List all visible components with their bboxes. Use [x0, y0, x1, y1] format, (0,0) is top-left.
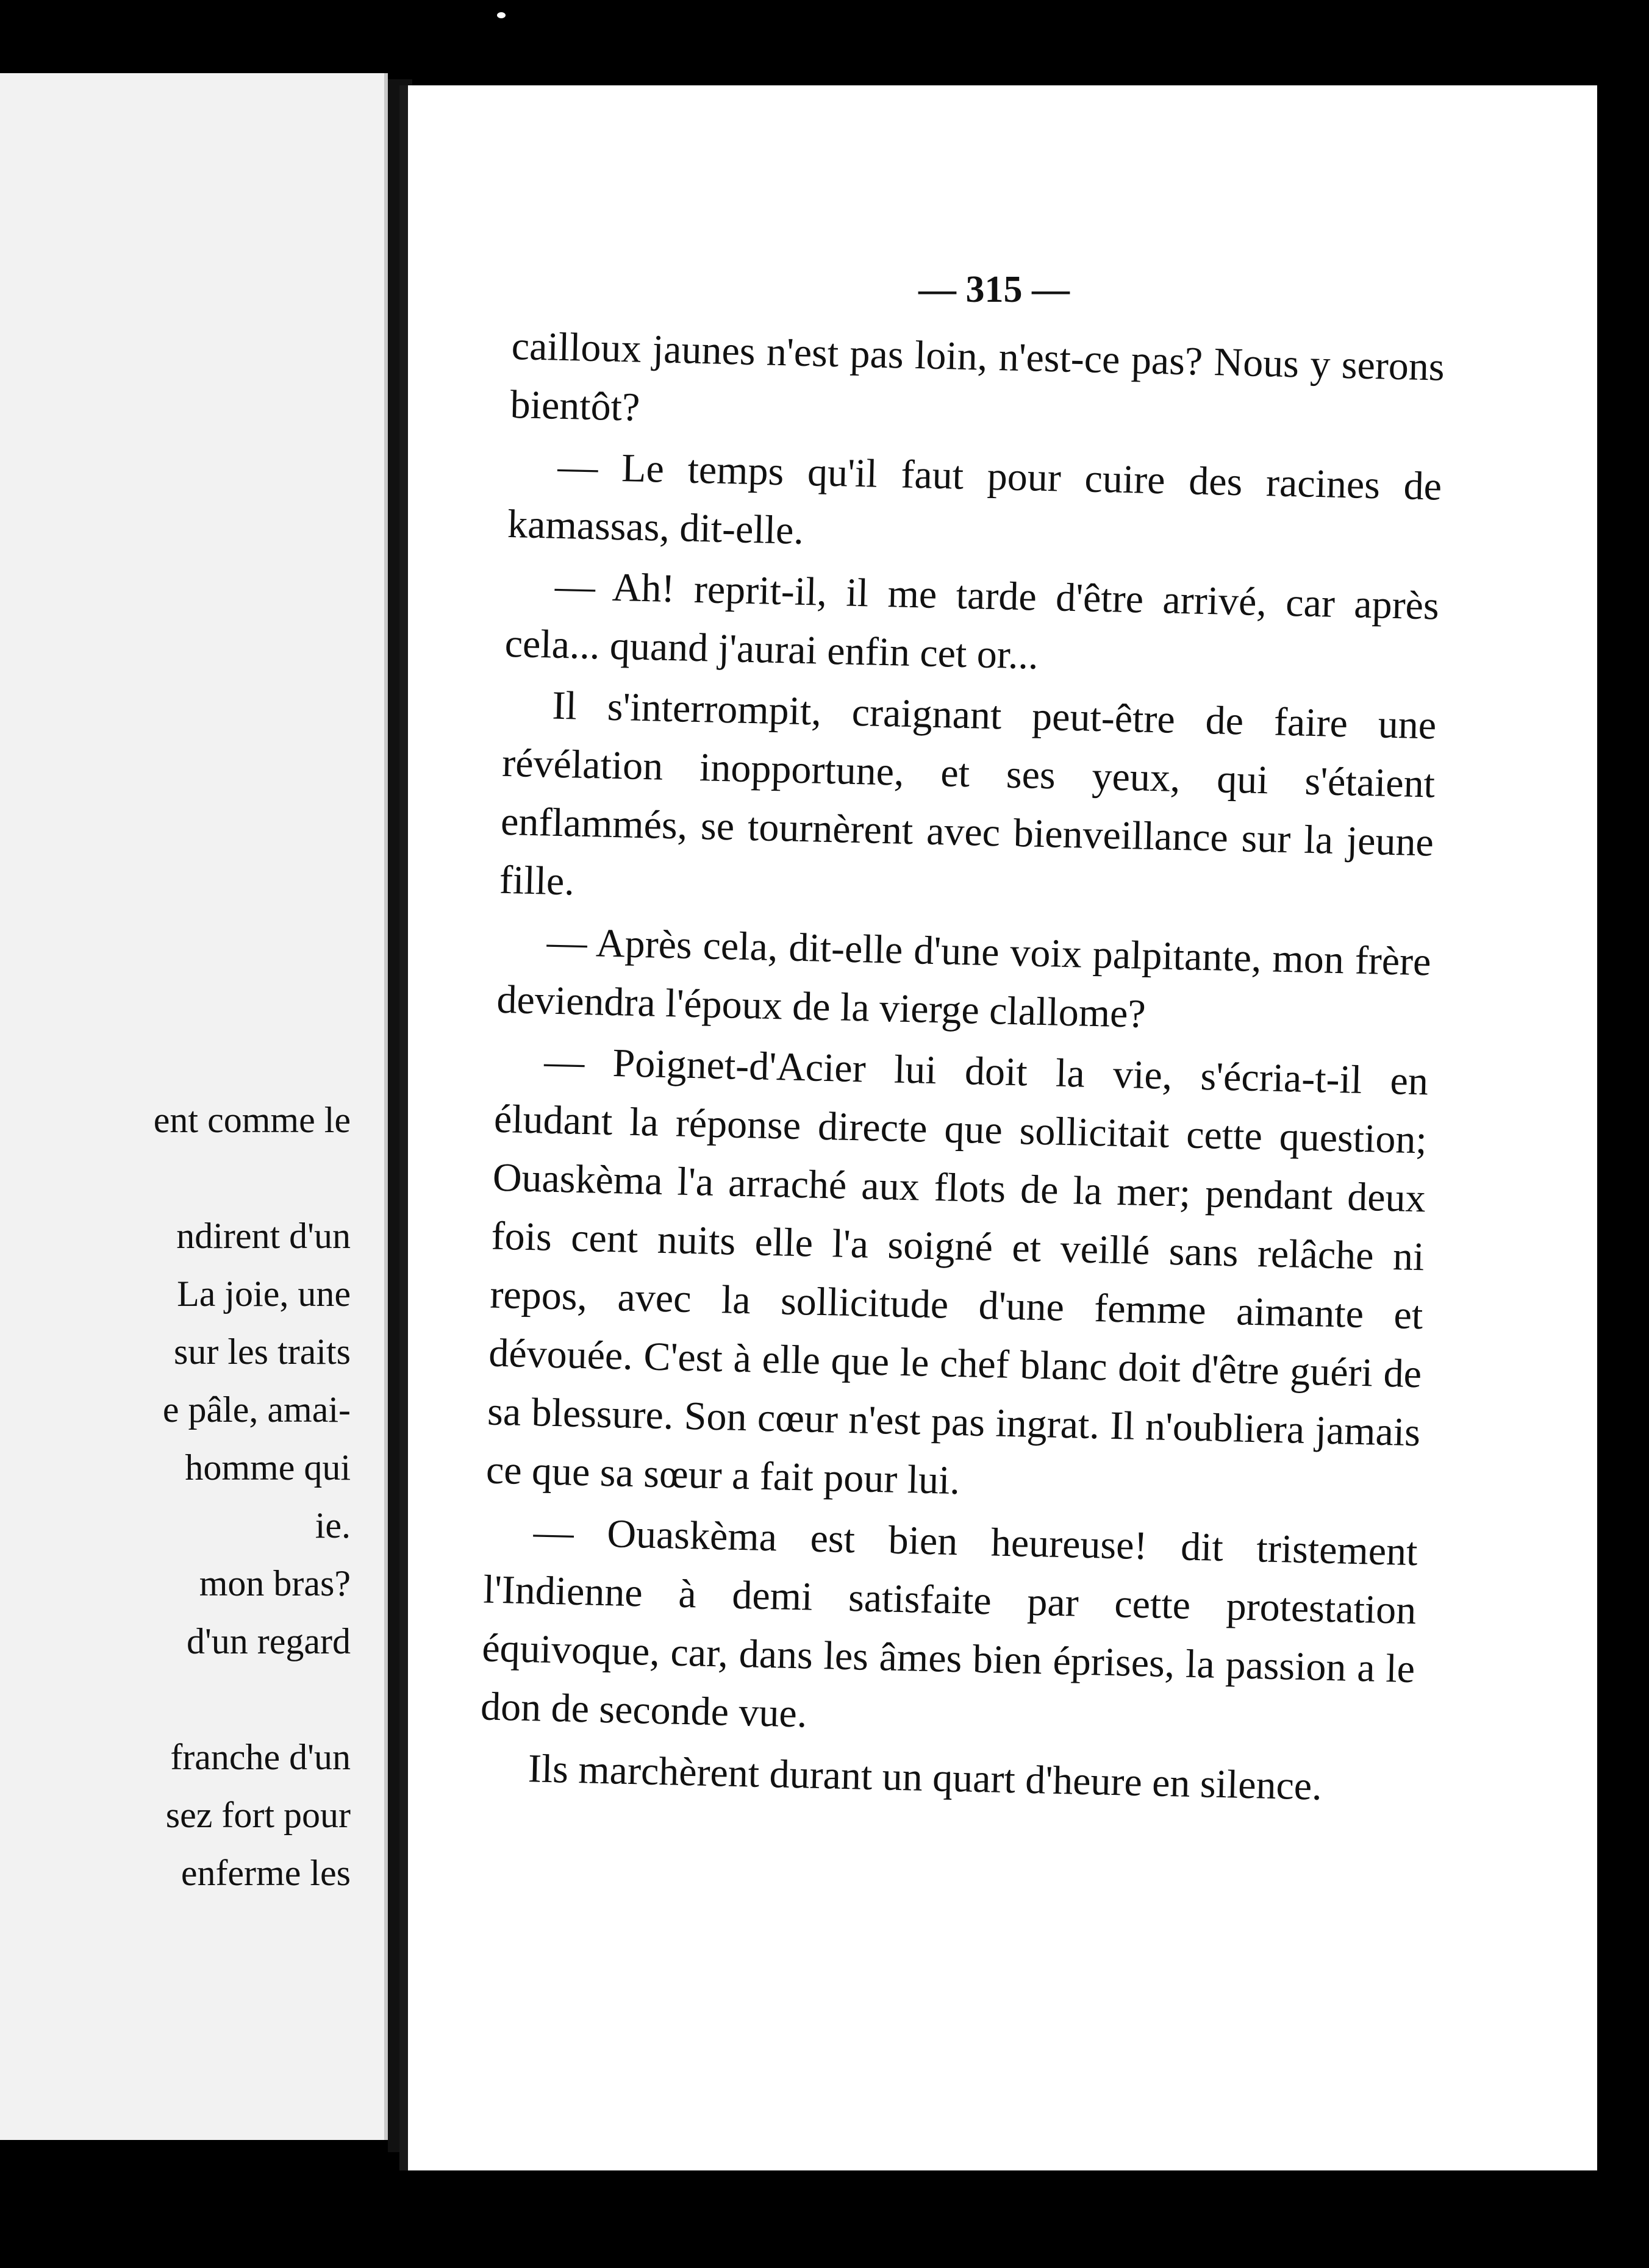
- paragraph: — Le temps qu'il faut pour cuire des racines de kamassas, dit-elle.: [507, 444, 1442, 553]
- left-fragment-line: ent comme le: [153, 1100, 351, 1140]
- left-page-text-fragments: [154, 1091, 351, 1902]
- left-fragment-line: [154, 1671, 351, 1728]
- paragraph: cailloux jaunes n'est pas loin, n'est-ce pas? Nous y serons bientôt?: [509, 323, 1445, 430]
- paragraph: Ils marchèrent durant un quart d'heure en silence.: [528, 1746, 1323, 1809]
- paragraph: Il s'interrompit, craignant peut-être de faire une révélation inopportune, et ses yeux, qui s'étaient enflammés, se tournèrent avec bienveillance sur la jeune fille.: [499, 683, 1437, 904]
- paragraph: — Ouaskèma est bien heureuse! dit tristement l'Indienne à demi satisfaite par cette protestation équivoque, car, dans les âmes bien éprises, la passion a le don de seconde vue.: [480, 1510, 1418, 1736]
- left-fragment-line: homme qui: [185, 1447, 351, 1488]
- left-fragment-line: mon bras?: [199, 1563, 351, 1603]
- left-fragment-line: franche d'un: [170, 1737, 351, 1777]
- scan-speck: [497, 12, 506, 18]
- left-fragment-line: sez fort pour: [165, 1795, 351, 1835]
- left-page: [0, 73, 388, 2140]
- left-fragment-line: e pâle, amai-: [162, 1389, 351, 1430]
- left-fragment-line: La joie, une: [177, 1274, 351, 1314]
- left-fragment-line: ie.: [315, 1505, 351, 1546]
- body-text: [479, 317, 1445, 1820]
- paragraph: — Poignet-d'Acier lui doit la vie, s'écria-t-il en éludant la réponse directe que sollicitait cette question; Ouaskèma l'a arraché aux flots de la mer; pendant deux fois cent nuits elle l'a soigné et veillé sans relâche ni repos, avec la sollicitude d'une femme aimante et dévouée. C'est à elle que le chef blanc doit d'être guéri de sa blessure. Son cœur n'est pas ingrat. Il n'oubliera jamais ce que sa sœur a fait pour lui.: [485, 1039, 1429, 1503]
- left-fragment-line: sur les traits: [174, 1332, 351, 1372]
- paragraph: — Ah! reprit-il, il me tarde d'être arrivé, car après cela... quand j'aurai enfin cet or...: [504, 563, 1440, 678]
- page-number: — 315 —: [918, 269, 1070, 310]
- left-fragment-line: [154, 1149, 351, 1207]
- left-fragment-line: d'un regard: [186, 1621, 351, 1661]
- paragraph: — Après cela, dit-elle d'une voix palpitante, mon frère deviendra l'époux de la vierge clallome?: [496, 919, 1432, 1036]
- left-fragment-line: ndirent d'un: [176, 1216, 351, 1256]
- left-fragment-line: enferme les: [181, 1853, 351, 1893]
